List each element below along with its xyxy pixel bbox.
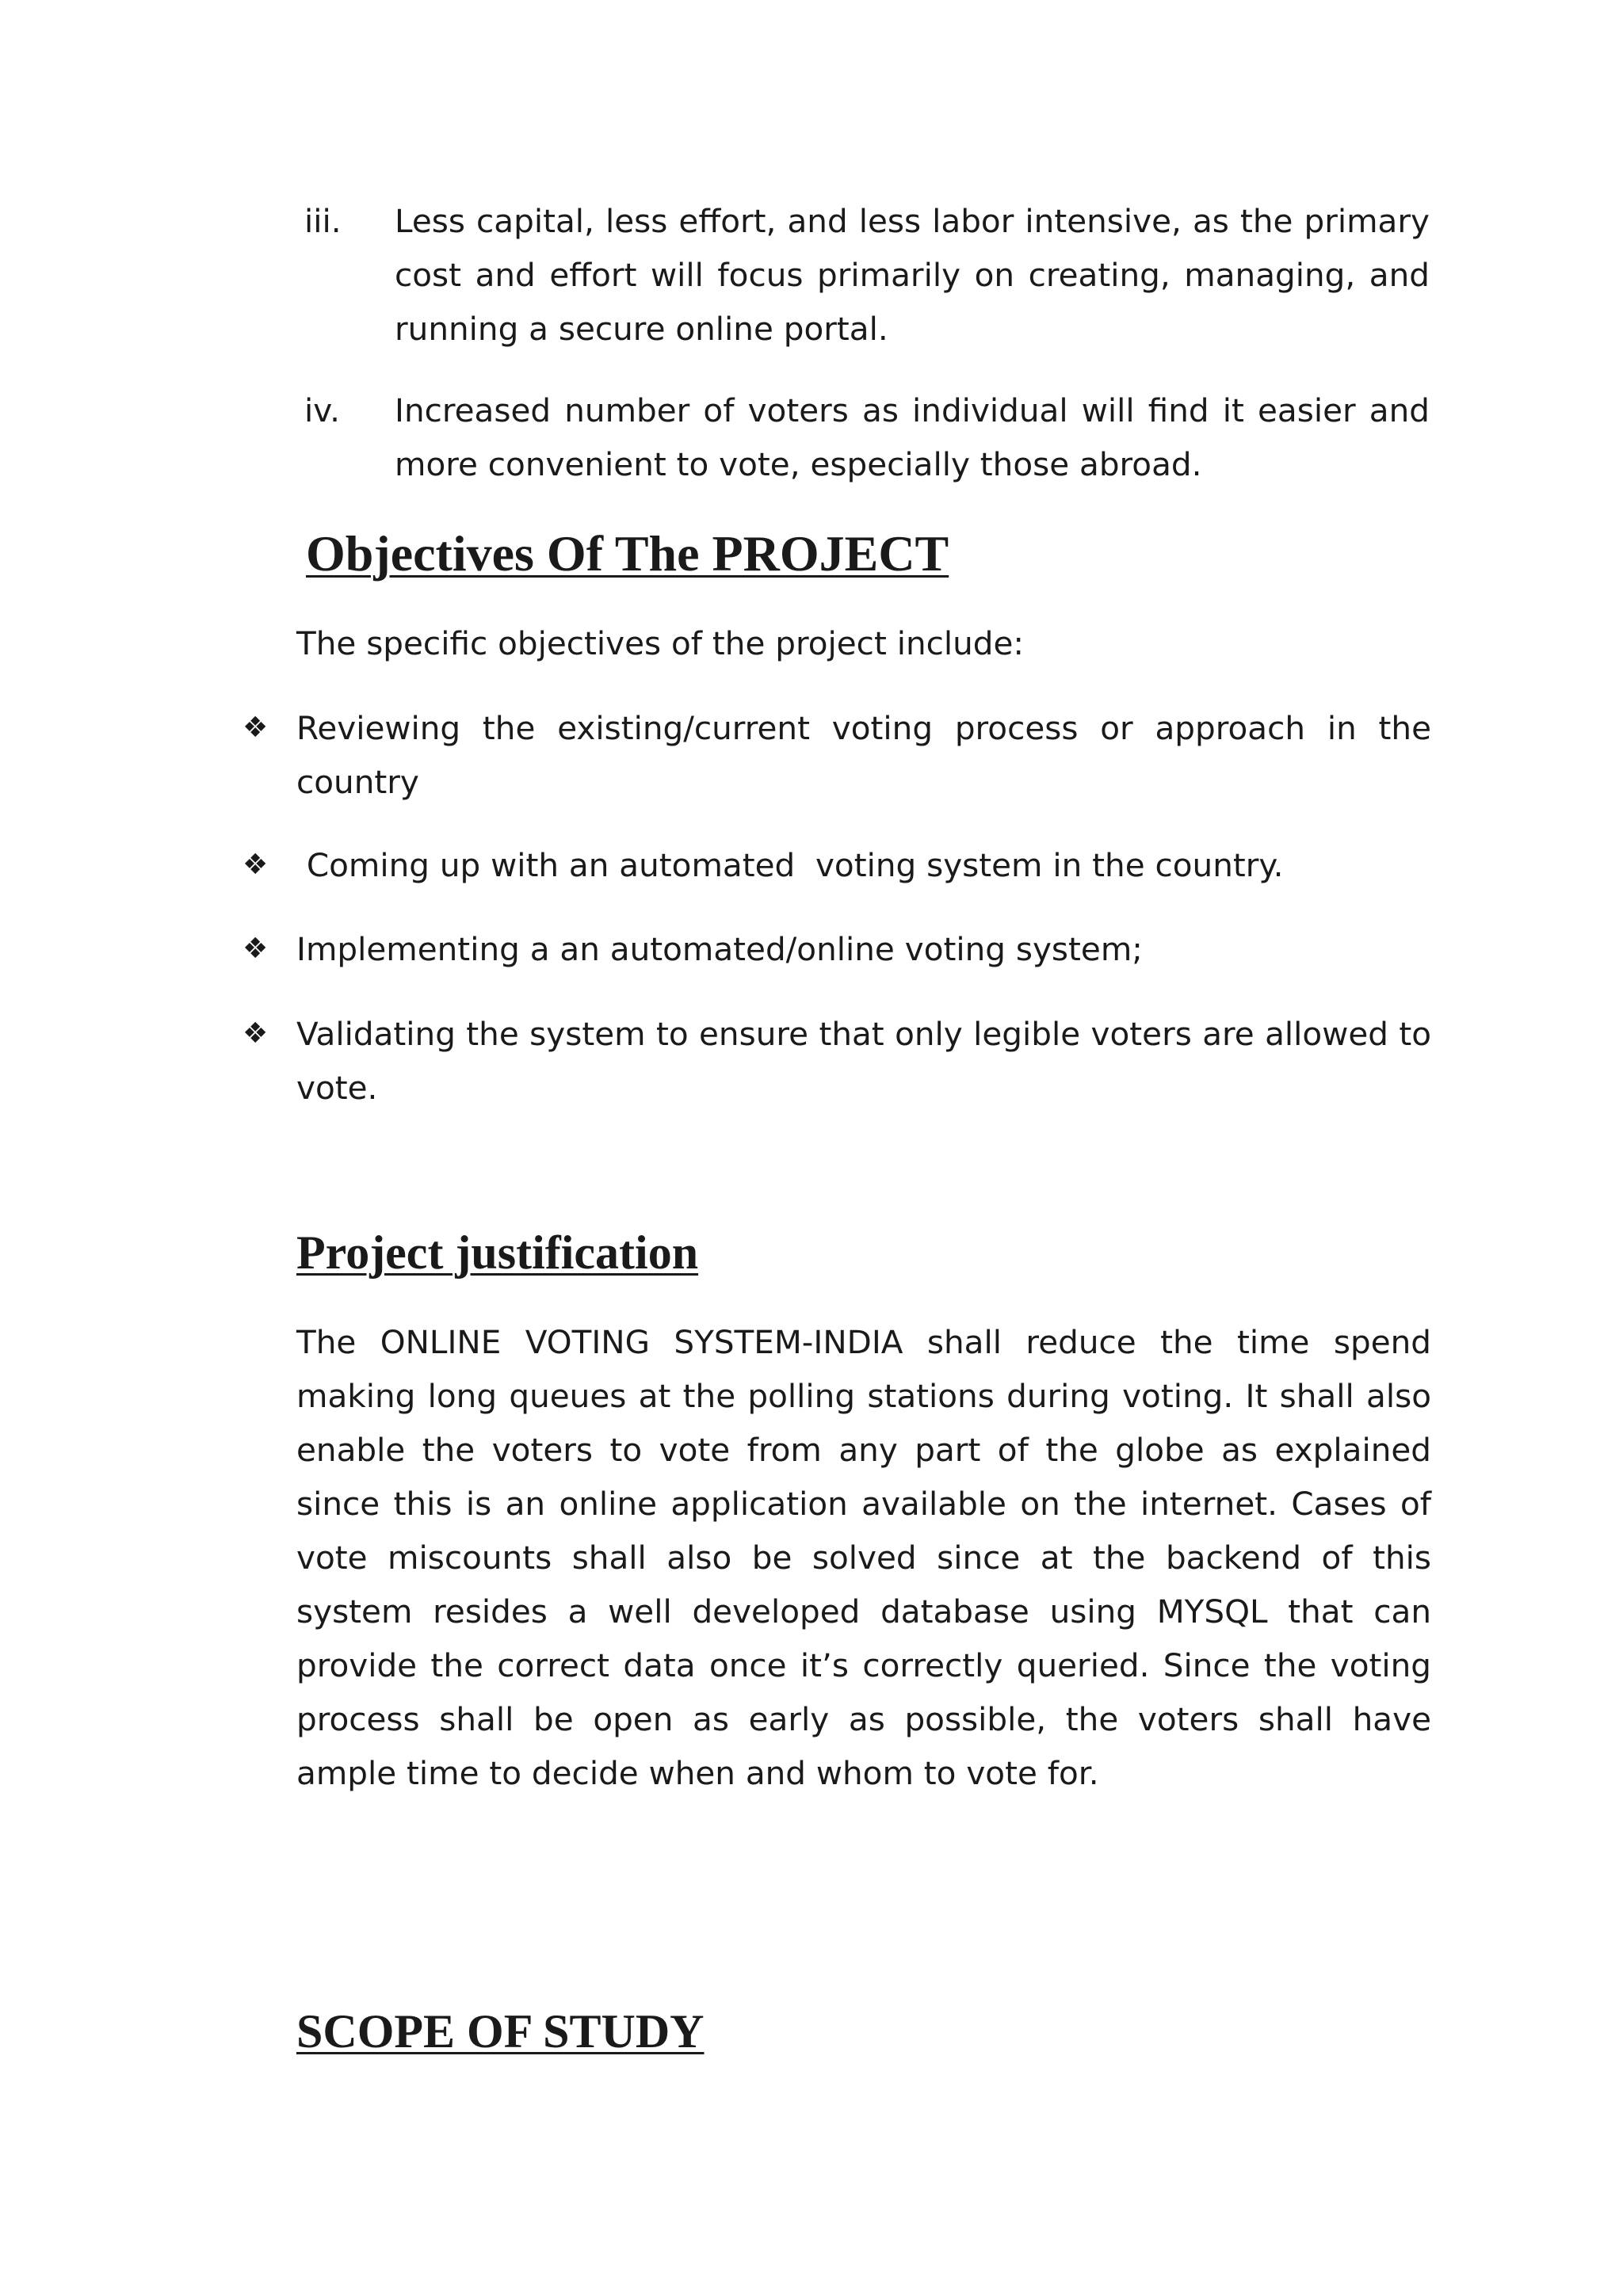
objective-text: Validating the system to ensure that only legible voters are allowed to vote. <box>296 1015 1431 1107</box>
justification-paragraph: The ONLINE VOTING SYSTEM-INDIA shall reduce the time spend making long queues at the polling stations during voting. It shall also enable the voters to vote from any part of the globe as explained since this is an online application available on the internet. Cases of vote miscounts shall also be solved since at the backend of this system resides a well developed database using MYSQL that can provide the correct data once it’s correctly queried. Since the voting process shall be open as early as possible, the voters shall have ample time to decide when and whom to vote for. <box>296 1323 1431 1792</box>
list-item <box>242 1007 1431 1115</box>
list-item-text: Increased number of voters as individual will find it easier and more convenient to vote, especially those abroad. <box>395 391 1430 483</box>
diamond-star-bullet-icon: ❖ <box>242 711 269 744</box>
list-marker: iv. <box>304 391 340 429</box>
diamond-star-bullet-icon: ❖ <box>242 849 269 881</box>
objective-text: Coming up with an automated voting system in the country. <box>296 846 1284 884</box>
list-item-text: Less capital, less effort, and less labor intensive, as the primary cost and effort will focus primarily on creating, managing, and running a secure online portal. <box>395 202 1430 348</box>
list-item <box>304 383 1430 491</box>
diamond-star-bullet-icon: ❖ <box>242 1017 269 1050</box>
list-item <box>242 838 1431 892</box>
objectives-heading: Objectives Of The PROJECT <box>306 525 949 582</box>
scope-heading: SCOPE OF STUDY <box>296 2005 705 2058</box>
list-item <box>242 922 1431 976</box>
objectives-intro: The specific objectives of the project include: <box>296 624 1025 662</box>
list-marker: iii. <box>304 202 342 240</box>
list-item <box>242 701 1431 809</box>
diamond-star-bullet-icon: ❖ <box>242 933 269 965</box>
list-item <box>304 194 1430 356</box>
objective-text: Reviewing the existing/current voting process or approach in the country <box>296 709 1431 801</box>
objective-text: Implementing a an automated/online voting system; <box>296 930 1143 968</box>
justification-heading: Project justification <box>296 1226 699 1279</box>
